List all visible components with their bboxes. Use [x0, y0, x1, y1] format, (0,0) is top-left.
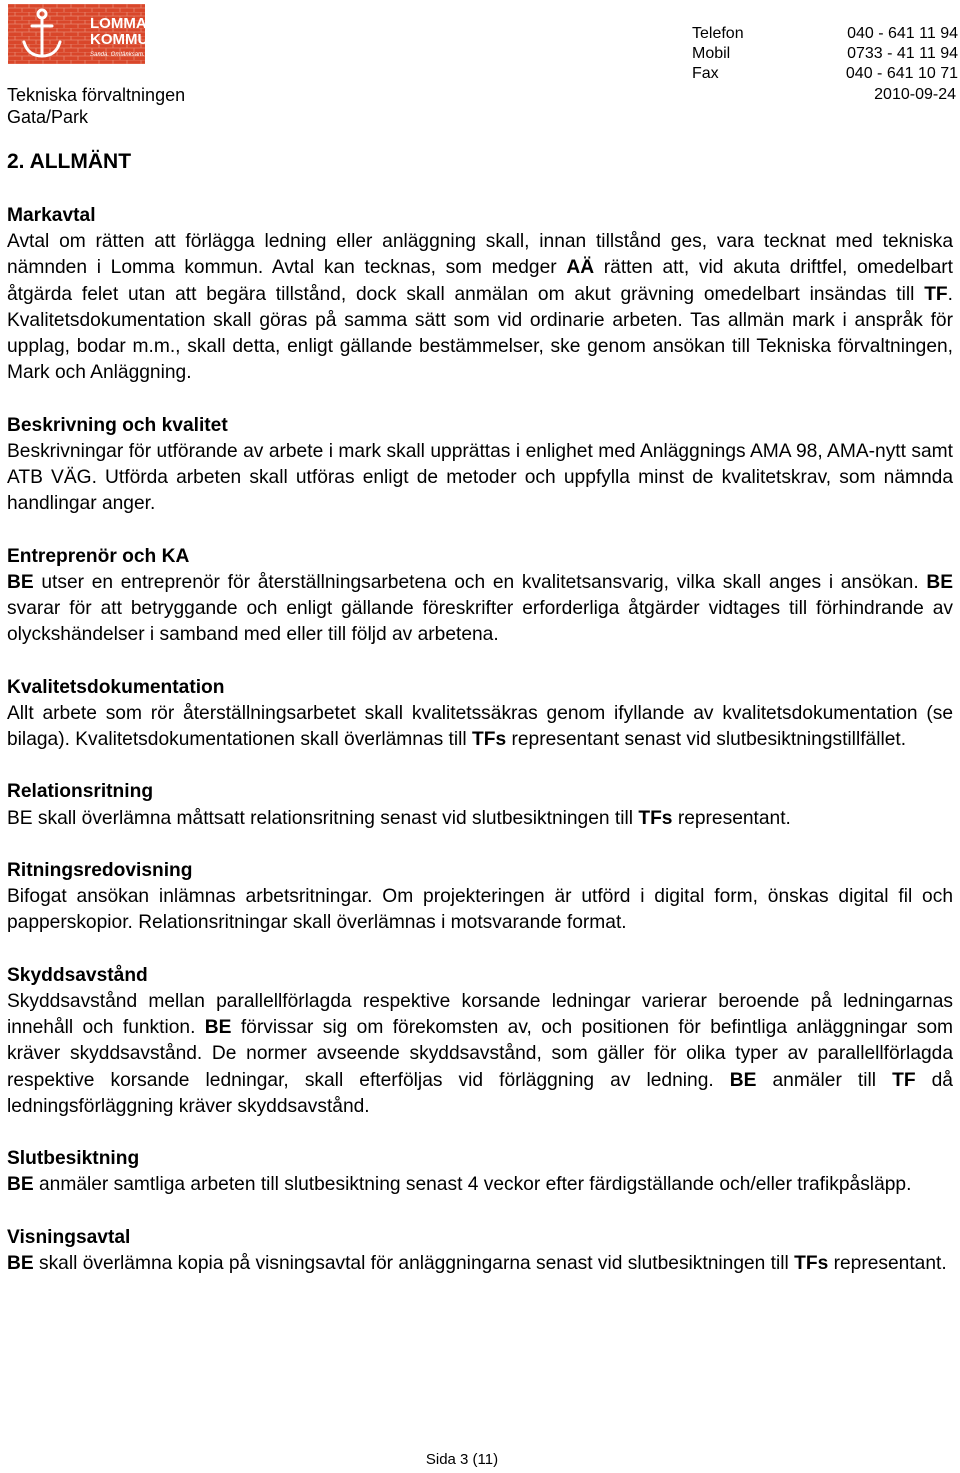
bold-term: TFs: [638, 807, 673, 829]
bold-term: TFs: [794, 1253, 829, 1274]
contact-value: 0733 - 41 11 94: [847, 45, 958, 62]
text-run: Bifogat ansökan inlämnas arbetsritningar. Om projekteringen är utförd i digital form, önskas digital fil och papperskopior. Relationsritningar skall överlämnas i motsvarande format.: [7, 886, 953, 934]
contact-label: Mobil: [692, 45, 731, 62]
bold-term: TF: [892, 1069, 916, 1091]
contact-row-mobile: [692, 44, 958, 64]
text-run: skall överlämna kopia på visningsavtal för anläggningarna senast vid slutbesiktningen till: [33, 1253, 795, 1274]
section-block: [7, 858, 953, 937]
department-name: Tekniska förvaltningen: [7, 85, 186, 105]
bold-term: TFs: [472, 729, 507, 751]
text-run: anmäler till: [756, 1069, 893, 1091]
bold-term: BE: [7, 1174, 34, 1196]
section-paragraph: [7, 884, 953, 936]
text-run: anmäler samtliga arbeten till slutbesiktning senast 4 veckor efter färdigställande och/eller trafikpåsläpp.: [33, 1174, 912, 1196]
section-block: [7, 1225, 953, 1277]
text-run: Allt arbete som rör återställningsarbetet skall kvalitetssäkras genom ifyllande av kvalitetsdokumentation (se bilaga). Kvalitetsdokumentationen skall överlämnas till: [7, 702, 953, 751]
section-block: [7, 1146, 953, 1198]
text-run: representant.: [828, 1253, 947, 1274]
section-block: [7, 779, 953, 831]
text-run: svarar för att betryggande och enligt gällande föreskrifter erforderliga åtgärder vidtages till förhindrande av olyckshändelser i samband med eller till följd av arbetena.: [7, 598, 953, 646]
text-run: utser en entreprenör för återställningsarbetena och en kvalitetsansvarig, vilka skall anges i ansökan.: [33, 571, 927, 593]
section-heading: Visningsavtal: [7, 1226, 131, 1248]
text-run: BE skall överlämna måttsatt relationsritning senast vid slutbesiktningen till: [7, 807, 639, 829]
section-paragraph: [7, 1251, 953, 1277]
department-block: [7, 84, 185, 128]
section-paragraph: [7, 229, 953, 386]
section-paragraph: [7, 806, 953, 832]
section-heading: Skyddsavstånd: [7, 964, 148, 986]
text-run: förvissar sig om förekomsten av, och positionen för befintliga anläggningar som kräver skyddsavstånd. De normer avseende skyddsavstånd, som gäller för olika typer av parallellförlagda respektive korsande ledningar, skall efterföljas vid förläggning av ledning.: [7, 1017, 953, 1091]
sub-department-name: Gata/Park: [7, 107, 89, 127]
contact-info: [692, 24, 958, 84]
text-run: då ledningsförläggning kräver skyddsavstånd.: [7, 1069, 953, 1117]
document-body: [7, 203, 953, 1303]
section-title: 2. ALLMÄNT: [7, 150, 132, 173]
section-heading: Beskrivning och kvalitet: [7, 414, 228, 436]
svg-text:KOMMUN: KOMMUN: [90, 31, 160, 48]
text-run: rätten att, vid akuta driftfel, omedelbart åtgärda felet utan att begära tillstånd, dock skall anmälan om akut grävning omedelbart insändas till: [7, 257, 953, 305]
bold-term: BE: [7, 571, 34, 593]
section-block: [7, 413, 953, 518]
contact-label: Fax: [692, 65, 719, 82]
section-heading: Kvalitetsdokumentation: [7, 676, 225, 698]
section-block: [7, 544, 953, 649]
section-block: [7, 203, 953, 386]
text-run: . Kvalitetsdokumentation skall göras på samma sätt som vid ordinarie arbeten. Tas allmän mark i anspråk för upplag, bodar m.m., skall detta, enligt gällande bestämmelser, ske genom ansökan till Tekniska förvaltningen, Mark och Anläggning.: [7, 283, 953, 384]
text-run: Beskrivningar för utförande av arbete i mark skall upprättas i enlighet med Anläggnings AMA 98, AMA-nytt samt ATB VÄG. Utförda arbeten skall utföras enligt de metoder och uppfylla minst de kvalitetskrav, som nämnda handlingar anger.: [7, 440, 953, 515]
contact-value: 040 - 641 10 71: [845, 65, 958, 82]
section-heading: Ritningsredovisning: [7, 860, 193, 881]
bold-term: BE: [926, 571, 953, 593]
section-block: [7, 963, 953, 1120]
page-number: Sida 3 (11): [425, 1451, 499, 1468]
text-run: Skyddsavstånd mellan parallellförlagda respektive korsande ledningar varierar beroende på ledningarnas innehåll och funktion.: [7, 991, 953, 1039]
text-run: Avtal om rätten att förlägga ledning eller anläggning skall, innan tillstånd ges, vara tecknat med tekniska nämnden i Lomma kommun. Avtal kan tecknas, som medger: [7, 231, 953, 279]
document-date: 2010-09-24: [874, 86, 956, 103]
contact-row-phone: [692, 24, 958, 44]
bold-term: AÄ: [566, 257, 595, 279]
section-block: [7, 675, 953, 754]
section-paragraph: [7, 439, 953, 518]
text-run: representant.: [672, 807, 791, 829]
contact-label: Telefon: [692, 25, 744, 42]
bold-term: BE: [204, 1017, 232, 1039]
section-heading: Relationsritning: [7, 781, 154, 803]
section-paragraph: [7, 989, 953, 1120]
contact-value: 040 - 641 11 94: [847, 25, 958, 42]
svg-text:LOMMA: LOMMA: [90, 15, 147, 32]
section-paragraph: [7, 1172, 953, 1198]
section-paragraph: [7, 701, 953, 753]
bold-term: BE: [7, 1253, 34, 1274]
text-run: representant senast vid slutbesiktningstillfället.: [506, 729, 907, 751]
lomma-kommun-logo: [8, 4, 177, 64]
section-heading: Markavtal: [7, 205, 96, 226]
bold-term: TF: [924, 283, 948, 305]
contact-row-fax: [692, 64, 958, 84]
section-paragraph: [7, 570, 953, 649]
section-heading: Entreprenör och KA: [7, 545, 190, 567]
section-heading: Slutbesiktning: [7, 1148, 140, 1170]
bold-term: BE: [729, 1069, 757, 1091]
svg-text:Sanda. Omtänksam. Miljövänlig.: Sanda. Omtänksam. Miljövänlig.: [90, 52, 177, 58]
